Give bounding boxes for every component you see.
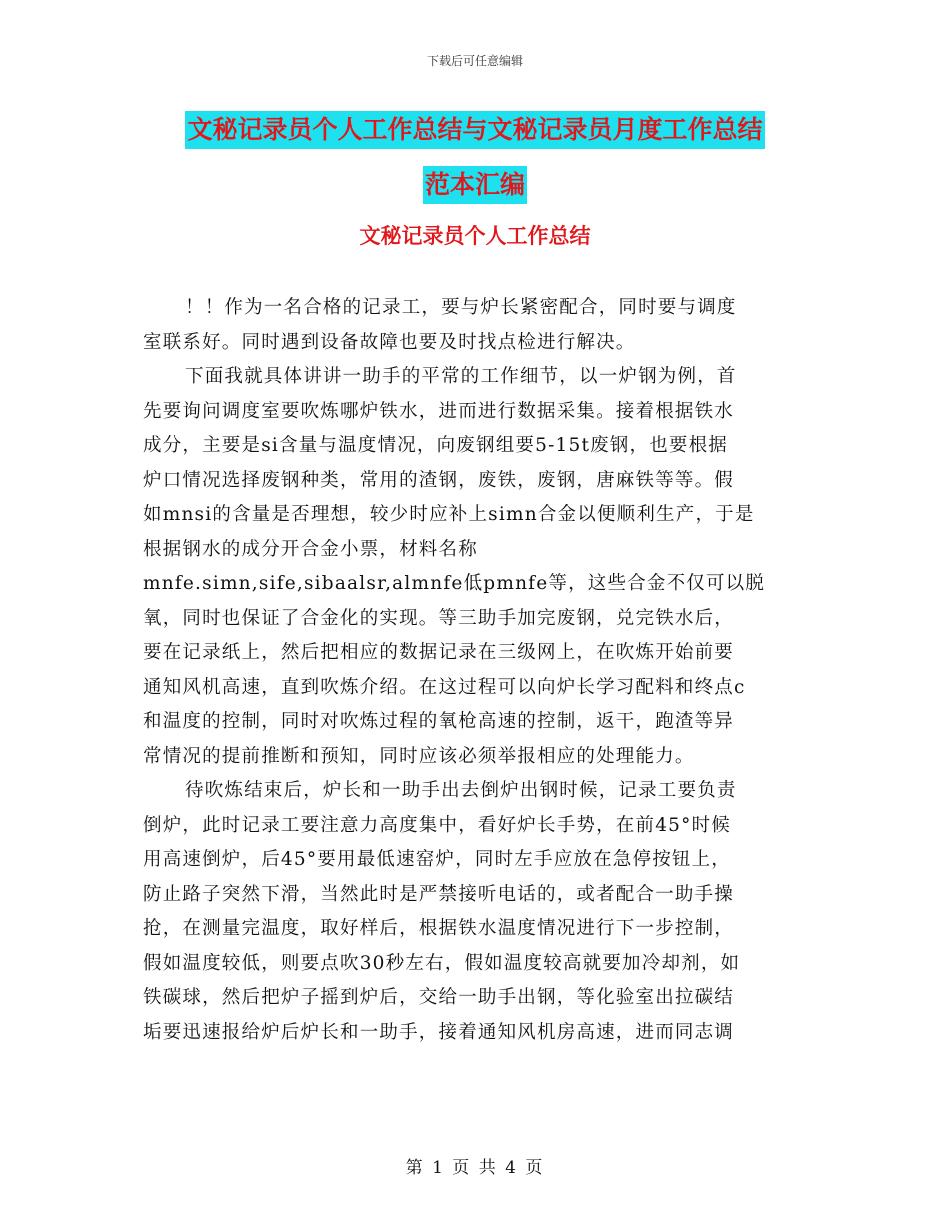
text-line: 氧，同时也保证了合金化的实现。等三助手加完废钢，兑完铁水后， — [143, 607, 735, 629]
title-line-1: 文秘记录员个人工作总结与文秘记录员月度工作总结 — [185, 111, 764, 149]
paragraph-1 — [143, 291, 803, 360]
text-line: 如mnsi的含量是否理想，较少时应补上simn合金以便顺利生产，于是 — [143, 504, 755, 525]
text-line: 铁碳球，然后把炉子摇到炉后，交给一助手出钢，等化验室出拉碳结 — [143, 987, 735, 1008]
text-line: 防止路子突然下滑，当然此时是严禁接听电话的，或者配合一助手操 — [143, 883, 735, 905]
text-line: 要在记录纸上，然后把相应的数据记录在三级网上，在吹炼开始前要 — [143, 642, 735, 663]
section-heading: 文秘记录员个人工作总结 — [359, 224, 591, 248]
text-line: 根据钢水的成分开合金小票，材料名称 — [143, 538, 478, 560]
text-line: 待吹炼结束后，炉长和一助手出去倒炉出钢时候，记录工要负责 — [185, 780, 737, 801]
paragraph-2 — [143, 360, 803, 774]
text-line: 和温度的控制，同时对吹炼过程的氧枪高速的控制，返干，跑渣等异 — [143, 711, 735, 732]
text-line: 垢要迅速报给炉后炉长和一助手，接着通知风机房高速，进而同志调 — [143, 1021, 735, 1043]
text-line: 倒炉，此时记录工要注意力高度集中，看好炉长手势，在前45°时候 — [143, 814, 731, 836]
text-line: 假如温度较低，则要点吹30秒左右，假如温度较高就要加冷却剂，如 — [143, 952, 741, 974]
text-line: 炉口情况选择废钢种类，常用的渣钢，废铁，废钢，唐麻铁等等。假 — [143, 469, 735, 491]
text-line: 室联系好。同时遇到设备故障也要及时找点检进行解决。 — [143, 331, 636, 353]
text-line: 用高速倒炉，后45°要用最低速窑炉，同时左手应放在急停按钮上， — [143, 849, 731, 870]
text-line: 下面我就具体讲讲一助手的平常的工作细节，以一炉钢为例，首 — [185, 366, 737, 387]
header-note: 下载后可任意编辑 — [426, 54, 523, 68]
document-title — [0, 108, 950, 213]
page-footer: 第 1 页 共 4 页 — [405, 1158, 545, 1178]
title-line-2: 范本汇编 — [423, 166, 527, 204]
text-line: mnfe.simn,sife,sibaalsr,almnfe低pmnfe等，这些合金不仅可以脱 — [143, 573, 766, 594]
text-line: 抢，在测量完温度，取好样后，根据铁水温度情况进行下一步控制， — [143, 918, 735, 939]
text-line: 先要询问调度室要吹炼哪炉铁水，进而进行数据采集。接着根据铁水 — [143, 400, 735, 422]
text-line: ！！作为一名合格的记录工，要与炉长紧密配合，同时要与调度 — [185, 297, 737, 318]
body-text — [143, 291, 803, 1050]
text-line: 成分，主要是si含量与温度情况，向废钢组要5-15t废钢，也要根据 — [143, 435, 729, 456]
paragraph-3 — [143, 774, 803, 1050]
text-line: 通知风机高速，直到吹炼介绍。在这过程可以向炉长学习配料和终点c — [143, 676, 746, 698]
text-line: 常情况的提前推断和预知，同时应该必须举报相应的处理能力。 — [143, 745, 695, 767]
